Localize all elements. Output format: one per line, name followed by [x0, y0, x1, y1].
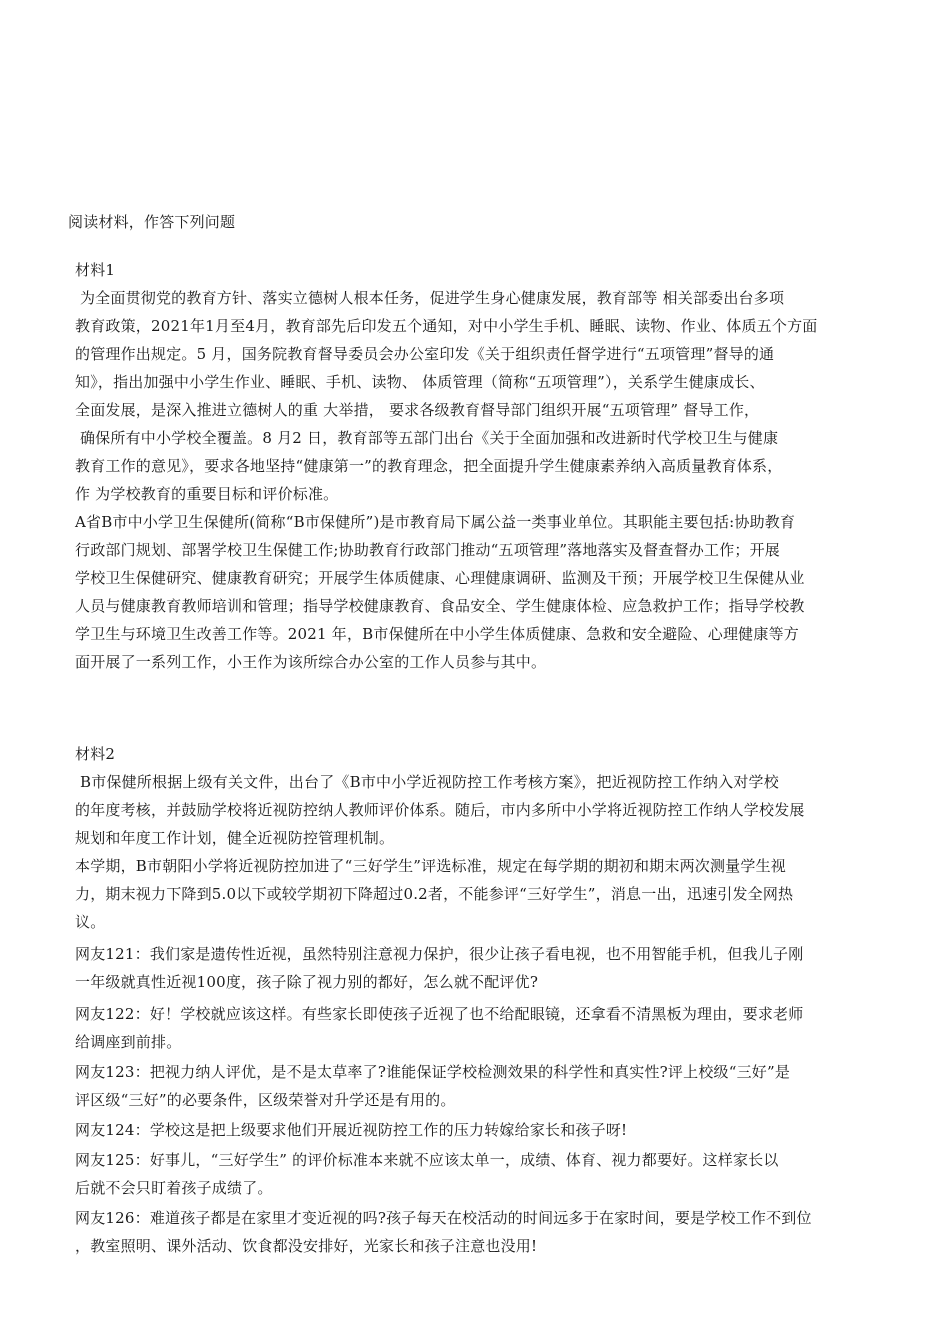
material1-line-2: 教育政策，2021年1月至4月，教育部先后印发五个通知，对中小学生手机、睡眠、读物、作业、体质五个方面	[75, 317, 818, 335]
material2-line-10: 给调座到前排。	[75, 1033, 182, 1051]
material1-line-14: 面开展了一系列工作，小王作为该所综合办公室的工作人员参与其中。	[75, 653, 547, 671]
material2-line-5: 力，期末视力下降到5.0以下或较学期初下降超过0.2者，不能参评“三好学生”，消息一出，迅速引发全网热	[75, 885, 794, 903]
material1-line-1: 为全面贯彻党的教育方针、落实立德树人根本任务，促进学生身心健康发展，教育部等 相关部委出台多项	[75, 289, 785, 307]
material2-line-7: 网友121：我们家是遗传性近视，虽然特别注意视力保护，很少让孩子看电视，也不用智能手机，但我儿子刚	[75, 945, 804, 963]
material2-line-17: ，教室照明、课外活动、饮食都没安排好，光家长和孩子注意也没用!	[75, 1237, 538, 1255]
material2-line-1: B市保健所根据上级有关文件，出台了《B市中小学近视防控工作考核方案》，把近视防控工作纳入对学校	[75, 773, 779, 791]
material2-line-16: 网友126：难道孩子都是在家里才变近视的吗?孩子每天在校活动的时间远多于在家时间，要是学校工作不到位	[75, 1209, 812, 1227]
material2-heading: 材料2	[75, 745, 116, 763]
material2-line-2: 的年度考核，并鼓励学校将近视防控纳人教师评价体系。随后，市内多所中小学将近视防控工作纳人学校发展	[75, 801, 805, 819]
material1-line-4: 知》，指出加强中小学生作业、睡眠、手机、读物、 体质管理（简称“五项管理”），关系学生健康成长、	[75, 373, 765, 391]
material2-line-13: 网友124：学校这是把上级要求他们开展近视防控工作的压力转嫁给家长和孩子呀!	[75, 1121, 628, 1139]
material1-line-12: 人员与健康教育教师培训和管理；指导学校健康教育、食品安全、学生健康体检、应急救护工作；指导学校教	[75, 597, 805, 615]
material2-line-4: 本学期，B市朝阳小学将近视防控加进了“三好学生”评选标准，规定在每学期的期初和期末两次测量学生视	[75, 857, 786, 875]
material1-heading: 材料1	[75, 261, 116, 279]
material1-line-11: 学校卫生保健研究、健康教育研究；开展学生体质健康、心理健康调研、监测及干预；开展学校卫生保健从业	[75, 569, 805, 587]
instruction-line: 阅读材料，作答下列问题	[68, 213, 236, 231]
material2-line-14: 网友125：好事儿，“三好学生” 的评价标准本来就不应该太单一，成绩、体育、视力都要好。这样家长以	[75, 1151, 779, 1169]
material2-line-11: 网友123：把视力纳人评优，是不是太草率了?谁能保证学校检测效果的科学性和真实性?评上校级“三好”是	[75, 1063, 791, 1081]
material1-line-3: 的管理作出规定。5 月，国务院教育督导委员会办公室印发《关于组织责任督学进行“五项管理”督导的通	[75, 345, 775, 363]
material1-line-5: 全面发展，是深入推进立德树人的重 大举措， 要求各级教育督导部门组织开展“五项管理” 督导工作，	[75, 401, 760, 419]
material2-line-12: 评区级“三好”的必要条件，区级荣誉对升学还是有用的。	[75, 1091, 456, 1109]
material2-line-8: 一年级就真性近视100度，孩子除了视力别的都好，怎么就不配评优?	[75, 973, 539, 991]
material1-line-6: 确保所有中小学校全覆盖。8 月2 日，教育部等五部门出台《关于全面加强和改进新时代学校卫生与健康	[75, 429, 779, 447]
material1-line-10: 行政部门规划、部署学校卫生保健工作;协助教育行政部门推动“五项管理”落地落实及督查督办工作；开展	[75, 541, 780, 559]
material1-line-9: A省B市中小学卫生保健所(简称“B市保健所”)是市教育局下属公益一类事业单位。其职能主要包括:协助教育	[75, 513, 796, 531]
material2-line-3: 规划和年度工作计划，健全近视防控管理机制。	[75, 829, 395, 847]
material1-line-7: 教育工作的意见》，要求各地坚持“健康第一”的教育理念，把全面提升学生健康素养纳入高质量教育体系，	[75, 457, 783, 475]
material2-line-15: 后就不会只盯着孩子成绩了。	[75, 1179, 273, 1197]
material2-line-9: 网友122：好！学校就应该这样。有些家长即使孩子近视了也不给配眼镜，还拿看不清黑板为理由，要求老师	[75, 1005, 804, 1023]
material2-line-6: 议。	[75, 913, 106, 931]
material1-line-8: 作 为学校教育的重要目标和评价标准。	[75, 485, 339, 503]
material1-line-13: 学卫生与环境卫生改善工作等。2021 年，B市保健所在中小学生体质健康、急救和安全避险、心理健康等方	[75, 625, 799, 643]
